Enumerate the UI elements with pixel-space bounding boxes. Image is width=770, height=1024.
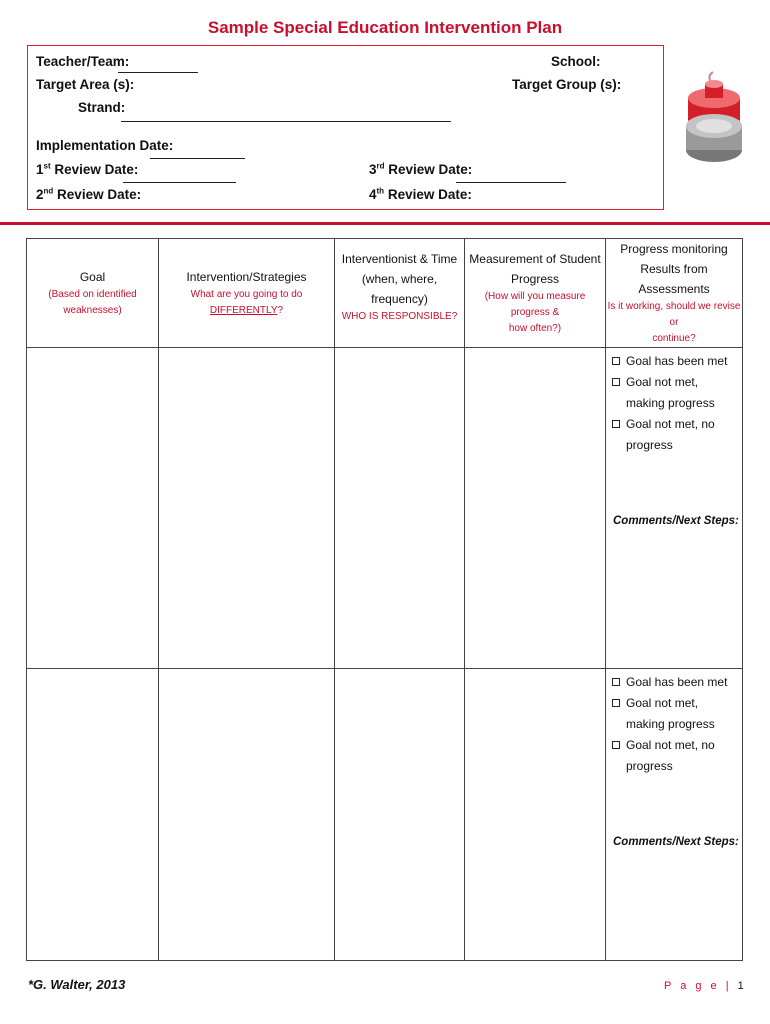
checkbox[interactable]: [612, 699, 620, 707]
progress-checklist: [606, 669, 742, 777]
review3-label: 3rd Review Date:: [369, 161, 473, 177]
checklist-item: Goal not met, no progress: [612, 414, 736, 456]
checklist-item: Goal not met, making progress: [612, 693, 736, 735]
comments-label: Comments/Next Steps:: [613, 515, 739, 527]
target-area-label: Target Area (s):: [36, 77, 135, 92]
column-header-goal: Goal (Based on identified weaknesses): [27, 239, 159, 348]
review2-label: 2nd Review Date:: [36, 186, 142, 202]
checkbox[interactable]: [612, 378, 620, 386]
intervention-cell[interactable]: [159, 348, 335, 669]
column-header-intervention: Intervention/Strategies What are you going to do DIFFERENTLY?: [159, 239, 335, 348]
stacked-disc-logo: [683, 68, 745, 180]
interventionist-cell[interactable]: [335, 348, 465, 669]
target-group-label: Target Group (s):: [512, 77, 622, 92]
implementation-date-label: Implementation Date:: [36, 138, 174, 153]
interventionist-cell[interactable]: [335, 669, 465, 961]
school-label: School:: [551, 54, 601, 69]
measurement-cell[interactable]: [465, 348, 606, 669]
progress-cell: [606, 348, 743, 669]
author-credit: *G. Walter, 2013: [28, 977, 126, 992]
checkbox[interactable]: [612, 741, 620, 749]
comments-label: Comments/Next Steps:: [613, 836, 739, 848]
document-title: Sample Special Education Intervention Plan: [207, 18, 563, 37]
column-header-interventionist: Interventionist & Time (when, where, frequency) WHO IS RESPONSIBLE?: [335, 239, 465, 348]
intervention-cell[interactable]: [159, 669, 335, 961]
review4-label: 4th Review Date:: [369, 186, 472, 202]
intervention-plan-table: [26, 238, 743, 961]
strand-label: Strand:: [78, 100, 126, 115]
checklist-item: Goal not met, making progress: [612, 372, 736, 414]
checklist-item: Goal not met, no progress: [612, 735, 736, 777]
goal-cell[interactable]: [27, 348, 159, 669]
teacher-team-field[interactable]: [118, 72, 198, 73]
table-row: [27, 348, 743, 669]
progress-checklist: [606, 348, 742, 456]
review1-field[interactable]: [123, 182, 236, 183]
checkbox[interactable]: [612, 678, 620, 686]
teacher-team-label: Teacher/Team:: [36, 54, 130, 69]
strand-field[interactable]: [121, 121, 451, 122]
header-info-box: [27, 45, 664, 210]
page-indicator: P a g e | 1: [664, 980, 744, 992]
checklist-item: Goal has been met: [612, 672, 736, 693]
review1-label: 1st Review Date:: [36, 161, 139, 177]
table-row: [27, 669, 743, 961]
goal-cell[interactable]: [27, 669, 159, 961]
section-divider: [0, 222, 770, 225]
review3-field[interactable]: [456, 182, 566, 183]
column-header-progress-monitoring: Progress monitoring Results from Assessments Is it working, should we revise or continue?: [606, 239, 743, 348]
table-header-row: [27, 239, 743, 348]
checklist-item: Goal has been met: [612, 351, 736, 372]
implementation-date-field[interactable]: [150, 158, 245, 159]
checkbox[interactable]: [612, 357, 620, 365]
checkbox[interactable]: [612, 420, 620, 428]
column-header-measurement: Measurement of Student Progress (How will you measure progress & how often?): [465, 239, 606, 348]
measurement-cell[interactable]: [465, 669, 606, 961]
progress-cell: [606, 669, 743, 961]
